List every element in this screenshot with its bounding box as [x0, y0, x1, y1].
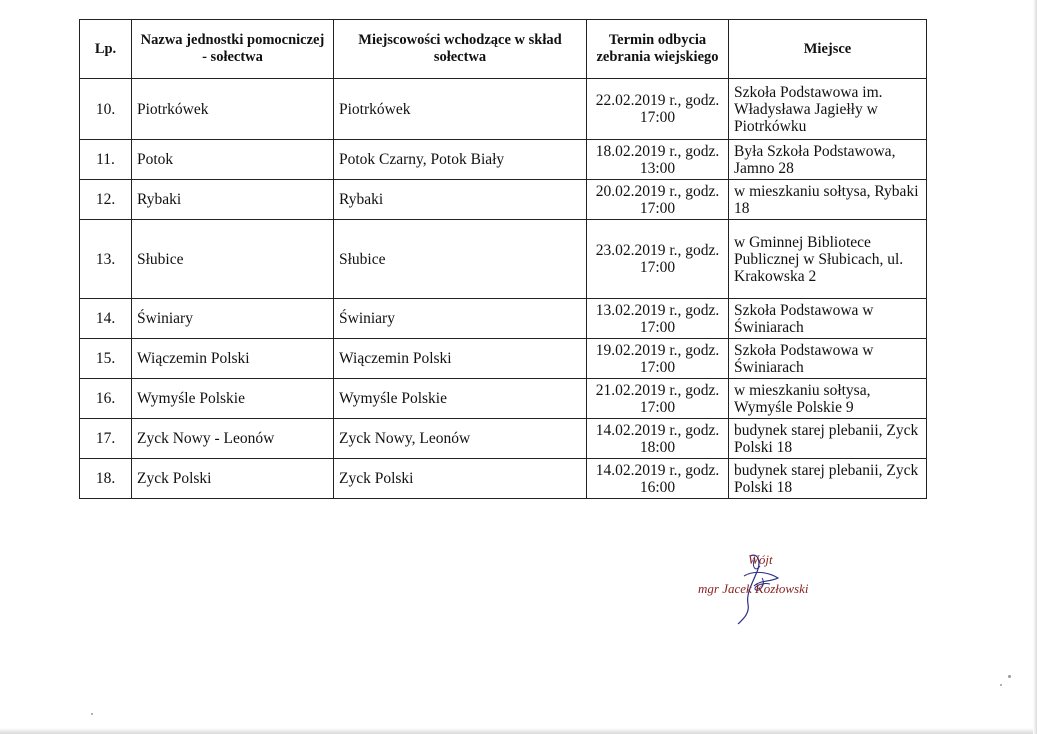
- cell-term: 13.02.2019 r., godz. 17:00: [587, 299, 729, 339]
- cell-lp: 11.: [80, 140, 132, 180]
- cell-lp: 16.: [80, 379, 132, 419]
- cell-unit: Świniary: [132, 299, 334, 339]
- signature-name: mgr Jacek Kozłowski: [698, 581, 809, 596]
- cell-place: w mieszkaniu sołtysa, Wymyśle Polskie 9: [729, 379, 927, 419]
- cell-localities: Zyck Polski: [334, 459, 587, 499]
- cell-place: Szkoła Podstawowa im. Władysława Jagiełły w Piotrkówku: [729, 79, 927, 140]
- cell-unit: Rybaki: [132, 180, 334, 220]
- cell-unit: Wymyśle Polskie: [132, 379, 334, 419]
- signature-stamp: [690, 548, 840, 628]
- table-row: [80, 419, 927, 459]
- scan-speck: [91, 713, 93, 715]
- cell-place: Szkoła Podstawowa w Świniarach: [729, 339, 927, 379]
- cell-place: Była Szkoła Podstawowa, Jamno 28: [729, 140, 927, 180]
- signature-title: Wójt: [748, 552, 773, 567]
- table-row: [80, 459, 927, 499]
- table-row: [80, 180, 927, 220]
- header-term: Termin odbycia zebrania wiejskiego: [587, 20, 729, 79]
- cell-lp: 14.: [80, 299, 132, 339]
- cell-place: budynek starej plebanii, Zyck Polski 18: [729, 459, 927, 499]
- table-row: [80, 379, 927, 419]
- cell-lp: 13.: [80, 220, 132, 299]
- cell-localities: Potok Czarny, Potok Biały: [334, 140, 587, 180]
- cell-lp: 15.: [80, 339, 132, 379]
- cell-unit: Wiączemin Polski: [132, 339, 334, 379]
- cell-localities: Zyck Nowy, Leonów: [334, 419, 587, 459]
- cell-term: 14.02.2019 r., godz. 18:00: [587, 419, 729, 459]
- cell-place: budynek starej plebanii, Zyck Polski 18: [729, 419, 927, 459]
- cell-localities: Świniary: [334, 299, 587, 339]
- scan-speck: [1008, 675, 1011, 678]
- scan-speck: [1000, 684, 1002, 686]
- cell-lp: 17.: [80, 419, 132, 459]
- cell-lp: 12.: [80, 180, 132, 220]
- cell-unit: Piotrkówek: [132, 79, 334, 140]
- table-row: [80, 299, 927, 339]
- cell-localities: Rybaki: [334, 180, 587, 220]
- meetings-table: [79, 19, 927, 499]
- header-place: Miejsce: [729, 20, 927, 79]
- cell-term: 23.02.2019 r., godz. 17:00: [587, 220, 729, 299]
- header-lp: Lp.: [80, 20, 132, 79]
- cell-localities: Słubice: [334, 220, 587, 299]
- cell-term: 21.02.2019 r., godz. 17:00: [587, 379, 729, 419]
- cell-place: w Gminnej Bibliotece Publicznej w Słubicach, ul. Krakowska 2: [729, 220, 927, 299]
- page-right-edge: [1033, 0, 1037, 734]
- table-header-row: [80, 20, 927, 79]
- cell-place: w mieszkaniu sołtysa, Rybaki 18: [729, 180, 927, 220]
- table-row: [80, 220, 927, 299]
- cell-unit: Zyck Polski: [132, 459, 334, 499]
- cell-localities: Wymyśle Polskie: [334, 379, 587, 419]
- cell-term: 20.02.2019 r., godz. 17:00: [587, 180, 729, 220]
- header-unit: Nazwa jednostki pomocniczej - sołectwa: [132, 20, 334, 79]
- cell-lp: 10.: [80, 79, 132, 140]
- cell-term: 22.02.2019 r., godz. 17:00: [587, 79, 729, 140]
- table-row: [80, 79, 927, 140]
- cell-localities: Wiączemin Polski: [334, 339, 587, 379]
- cell-term: 19.02.2019 r., godz. 17:00: [587, 339, 729, 379]
- cell-term: 14.02.2019 r., godz. 16:00: [587, 459, 729, 499]
- cell-term: 18.02.2019 r., godz. 13:00: [587, 140, 729, 180]
- cell-localities: Piotrkówek: [334, 79, 587, 140]
- cell-lp: 18.: [80, 459, 132, 499]
- cell-unit: Zyck Nowy - Leonów: [132, 419, 334, 459]
- header-localities: Miejscowości wchodzące w skład sołectwa: [334, 20, 587, 79]
- cell-unit: Potok: [132, 140, 334, 180]
- page-bottom-edge: [0, 728, 1037, 734]
- cell-place: Szkoła Podstawowa w Świniarach: [729, 299, 927, 339]
- table-row: [80, 140, 927, 180]
- table-row: [80, 339, 927, 379]
- cell-unit: Słubice: [132, 220, 334, 299]
